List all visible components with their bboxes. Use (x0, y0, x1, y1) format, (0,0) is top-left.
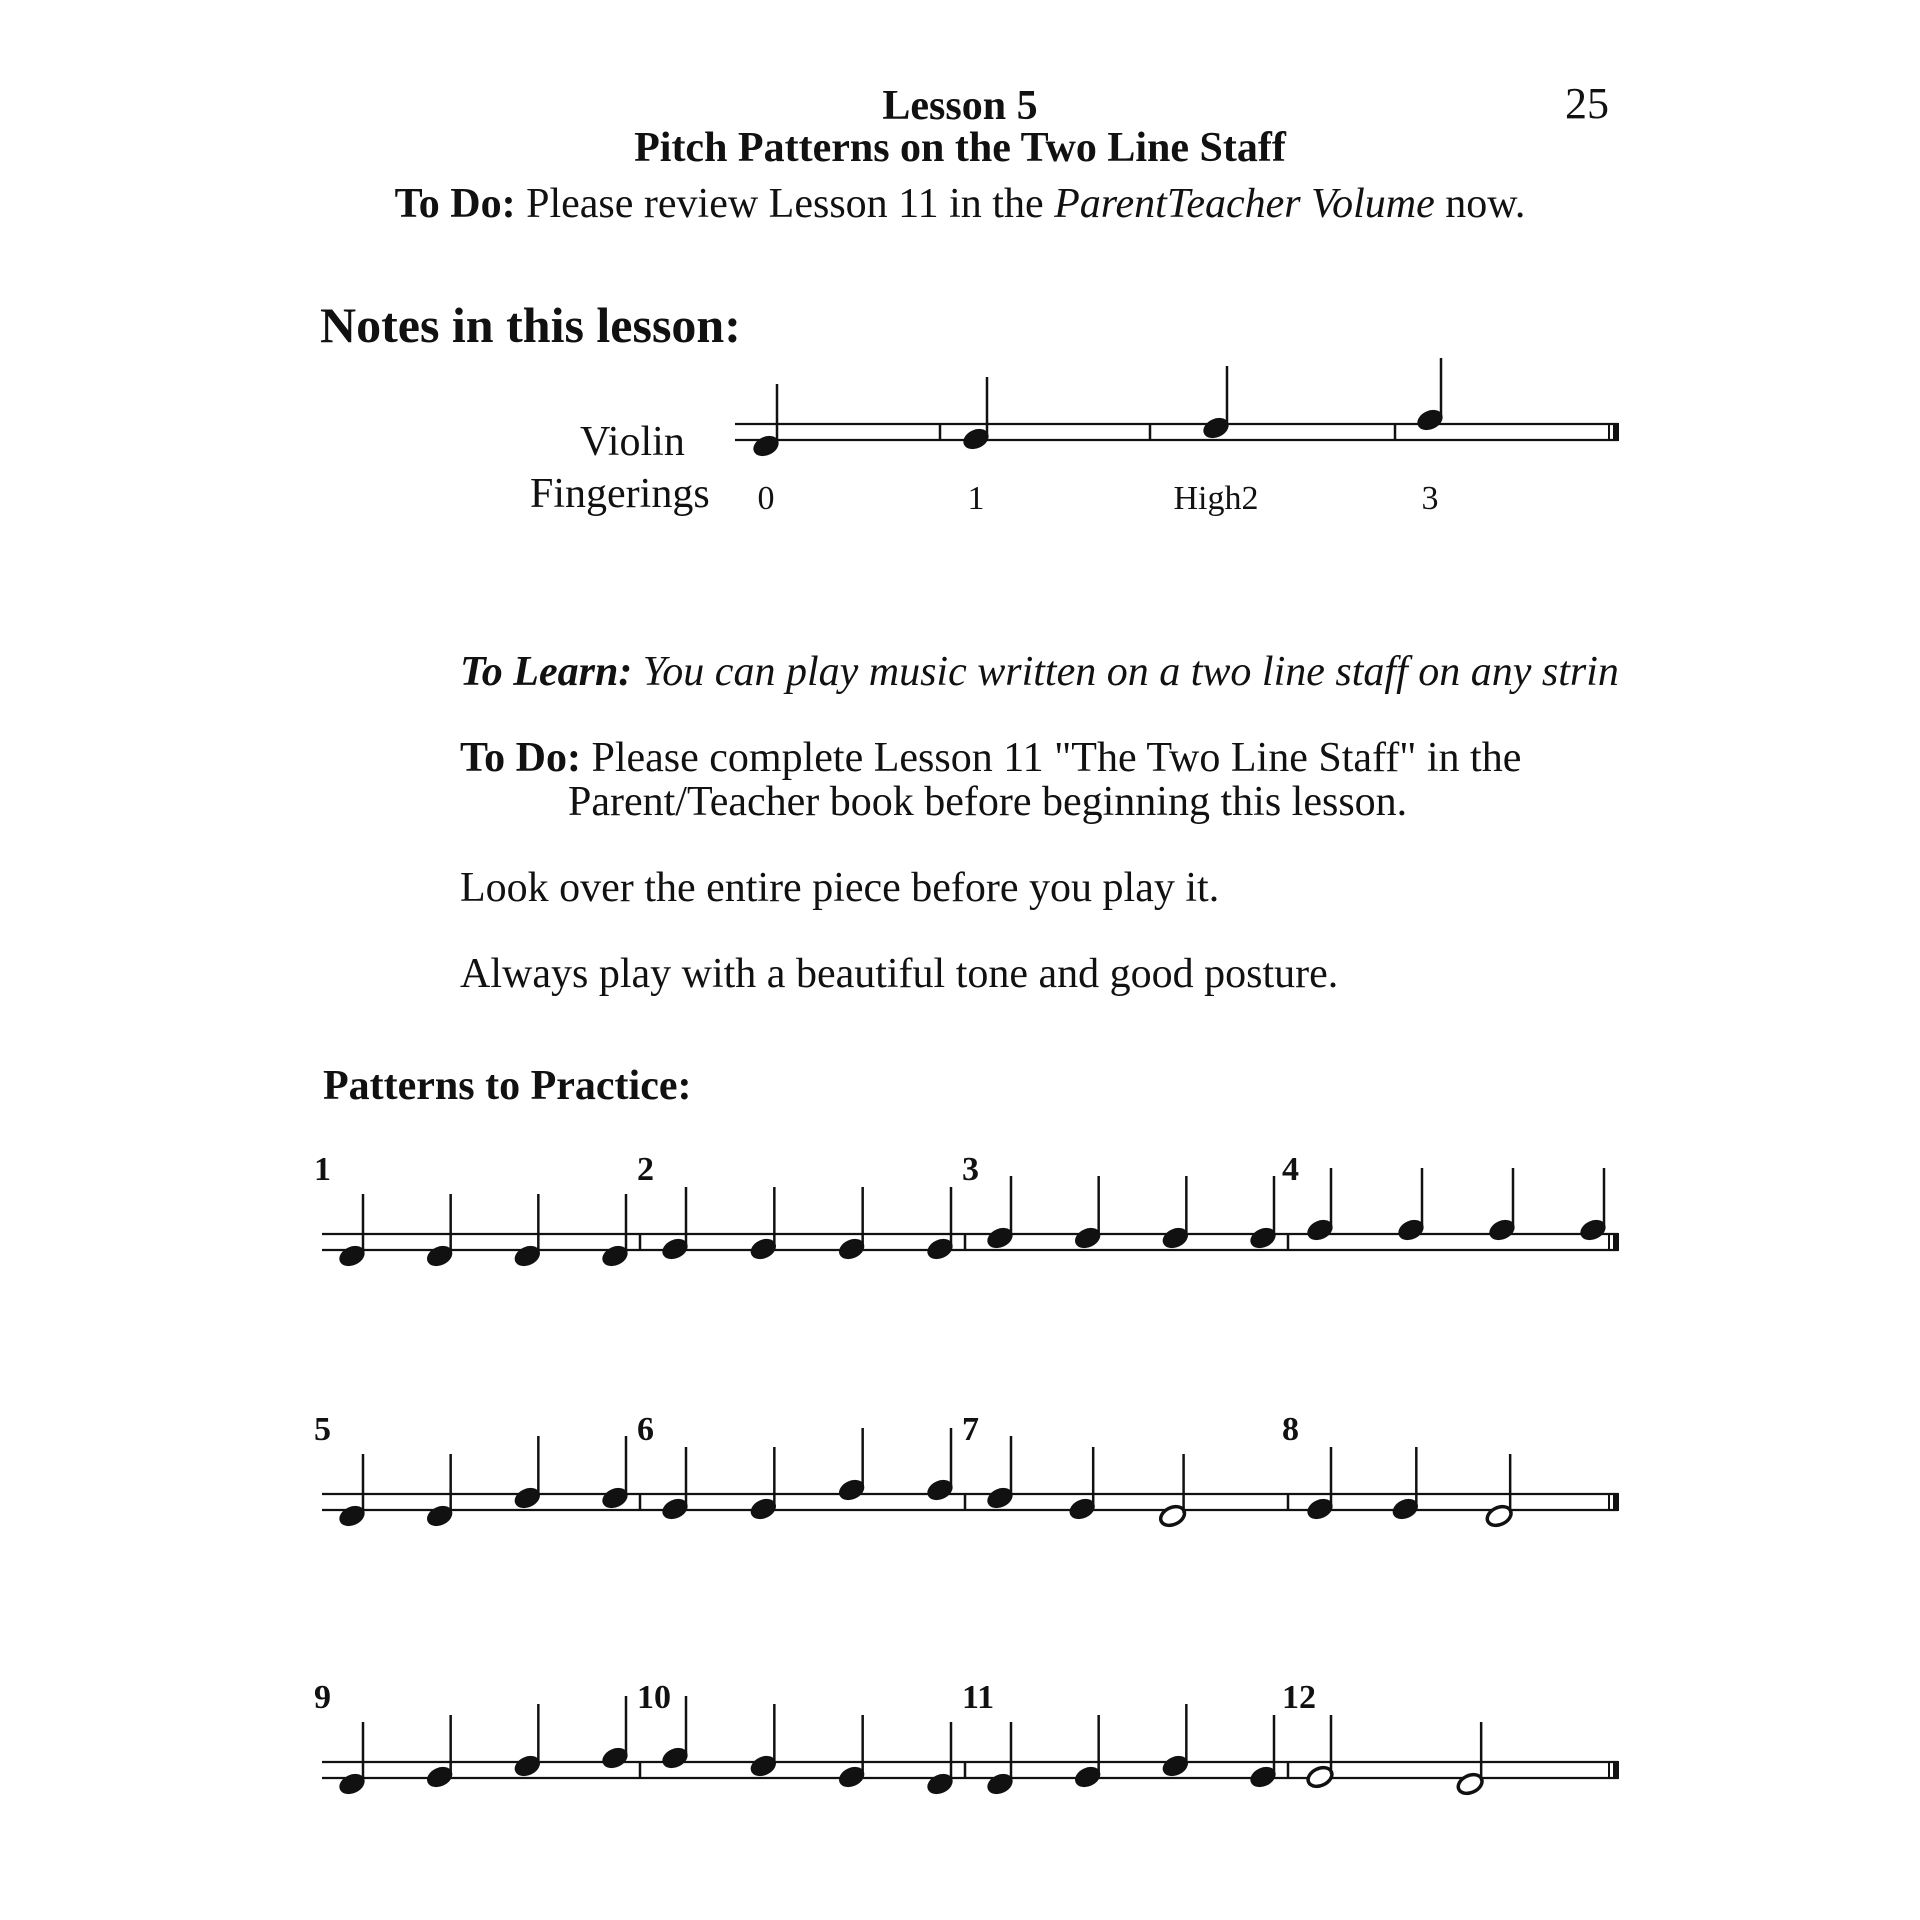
pattern-number: 12 (1282, 1679, 1316, 1716)
fingering-label: 1 (967, 480, 985, 517)
staff-label-fingerings: Fingerings (530, 471, 710, 517)
posture-instruction: Always play with a beautiful tone and good posture. (460, 951, 1339, 997)
learn-label: To Learn: (460, 649, 633, 695)
pattern-number: 3 (962, 1151, 979, 1188)
patterns-staves (314, 1151, 1619, 1797)
pattern-number: 6 (637, 1411, 654, 1448)
pattern-number: 8 (1282, 1411, 1299, 1448)
pattern-number: 11 (962, 1679, 995, 1716)
final-bar-thick (1613, 1233, 1619, 1251)
pattern-number: 7 (962, 1411, 979, 1448)
final-bar-thick (1613, 423, 1619, 441)
notes-heading: Notes in this lesson: (320, 297, 741, 353)
staff-label-violin: Violin (580, 419, 685, 465)
patterns-heading: Patterns to Practice: (323, 1063, 692, 1109)
fingering-label: High2 (1173, 480, 1259, 517)
pattern-number: 10 (637, 1679, 671, 1716)
fingering-label: 0 (757, 480, 775, 517)
pattern-number: 5 (314, 1411, 331, 1448)
review-text-before: Please review Lesson 11 in the (515, 181, 1055, 227)
todo-text: Please complete Lesson 11 "The Two Line Staff" in the (580, 735, 1522, 781)
page-number: 25 (1565, 79, 1609, 128)
fingering-label: 3 (1421, 480, 1439, 517)
notes-staff (735, 358, 1619, 459)
final-bar-thick (1613, 1493, 1619, 1511)
review-label: To Do: (394, 181, 516, 227)
todo-instruction-continued: Parent/Teacher book before beginning this lesson. (568, 779, 1408, 825)
lesson-subtitle: Pitch Patterns on the Two Line Staff (634, 125, 1286, 171)
lesson-title: Lesson 5 (882, 83, 1038, 129)
review-book-title: ParentTeacher Volume (1054, 181, 1435, 227)
pattern-number: 4 (1282, 1151, 1299, 1188)
review-text-after: now. (1434, 181, 1526, 227)
pattern-number: 1 (314, 1151, 331, 1188)
pattern-number: 2 (637, 1151, 654, 1188)
look-over-instruction: Look over the entire piece before you play it. (460, 865, 1220, 911)
pattern-number: 9 (314, 1679, 331, 1716)
final-bar-thick (1613, 1761, 1619, 1779)
learn-text: You can play music written on a two line staff on any strin (632, 649, 1619, 695)
todo-label: To Do: (460, 735, 581, 781)
